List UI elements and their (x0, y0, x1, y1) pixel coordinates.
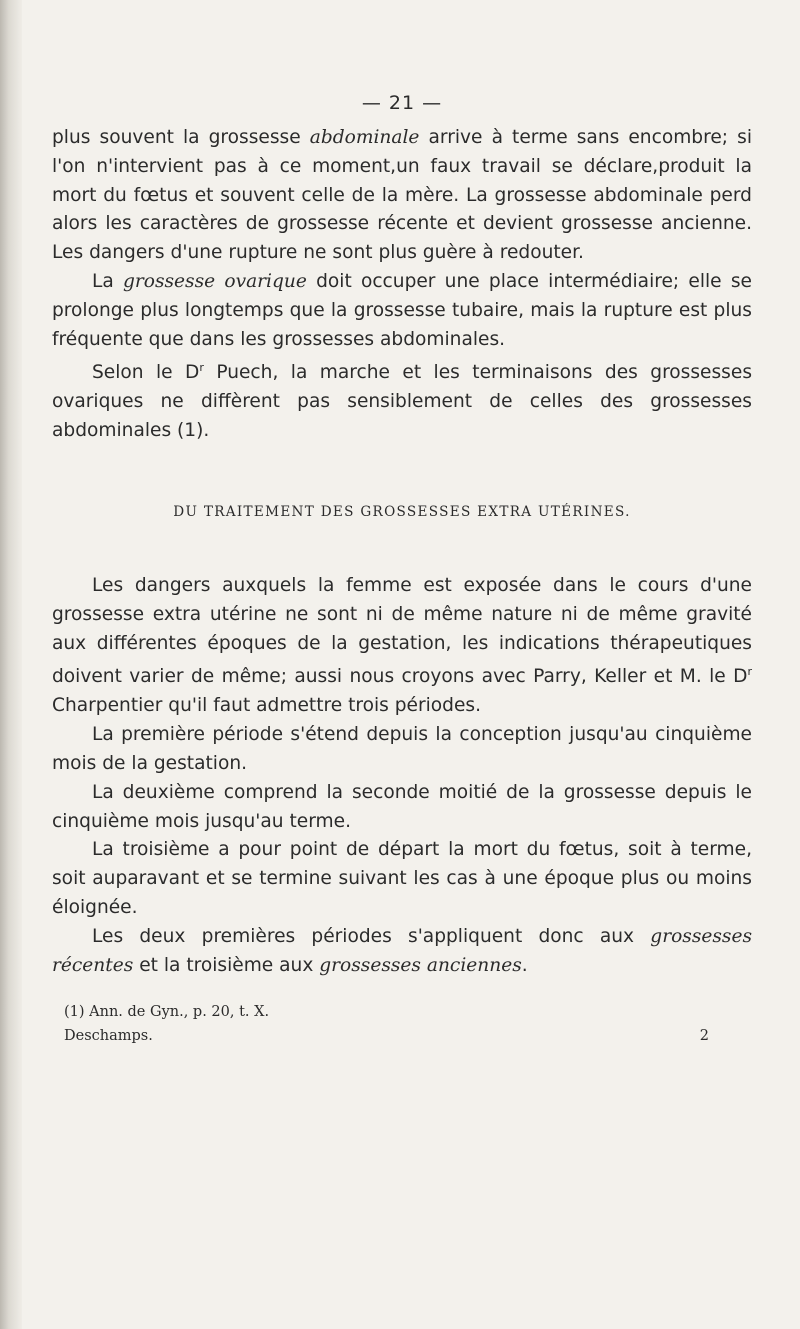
signature-mark: 2 (699, 1028, 709, 1045)
page-number: — 21 — (361, 92, 443, 114)
para1-emphasis: abdominale (309, 127, 420, 148)
para3-superscript: r (199, 361, 204, 375)
footnote-author: Deschamps. (64, 1028, 153, 1045)
para6-text: La deuxième comprend la seconde moitié de la grossesse depuis le cinquième mois jusqu'au terme. (52, 781, 752, 832)
para8-text: Les deux premières périodes s'appliquent donc aux (92, 925, 651, 947)
para2-rest: doit occuper une place intermédiaire; elle se prolonge plus longtemps que la grossesse tubaire, mais la rupture est plus fréquente que dans les grossesses abdominales. (52, 270, 752, 350)
footnote-citation: (1) Ann. de Gyn., p. 20, t. X. (64, 1004, 270, 1021)
para4-rest: Charpentier qu'il faut admettre trois périodes. (52, 695, 481, 717)
para2-emphasis: grossesse ovarique (122, 270, 307, 292)
book-page (52, 92, 752, 1048)
para8-end: . (521, 954, 528, 976)
section-heading: DU TRAITEMENT DES GROSSESSES EXTRA UTÉRINES. (173, 503, 631, 520)
paragraph-4 (52, 572, 752, 721)
para1-text: plus souvent la grossesse (52, 127, 310, 148)
paragraph-8 (52, 923, 752, 981)
para5-text: La première période s'étend depuis la conception jusqu'au cinquième mois de la gestation. (52, 724, 752, 774)
paragraph-2 (52, 268, 752, 354)
paragraph-6 (52, 779, 752, 837)
para7-text: La troisième a pour point de départ la mort du fœtus, soit à terme, soit auparavant et se termine suivant les cas à une époque plus ou moins éloignée. (52, 839, 752, 918)
paragraph-3 (52, 354, 752, 446)
para2-text: La (92, 270, 123, 292)
para1-rest: arrive à terme sans encombre; si l'on n'intervient pas à ce moment,un faux travail se déclare,produit la mort du fœtus et souvent celle de la mère. La grossesse abdominale perd alors les caractères de grossesse récente et devient grossesse ancienne. Les dangers d'une rupture ne sont plus guère à redouter. (52, 127, 752, 264)
para8-emphasis-2: grossesses anciennes (319, 954, 522, 976)
paragraph-7 (52, 836, 752, 922)
para3-text: Selon le D (92, 362, 200, 384)
paragraph-1 (52, 124, 752, 268)
para4-superscript: r (747, 665, 752, 679)
paragraph-5 (52, 721, 752, 779)
para8-emphasis-1: grossesses récentes (52, 925, 752, 976)
footnote-bottom-line (64, 1024, 709, 1048)
binding-edge (0, 0, 22, 1329)
footnote (52, 1000, 752, 1048)
para8-middle: et la troisième aux (133, 954, 320, 976)
para4-text: Les dangers auxquels la femme est exposée dans le cours d'une grossesse extra utérine ne sont ni de même nature ni de même gravité aux différentes époques de la gestation, les indications thérapeutiques doivent varier de même; aussi nous croyons avec Parry, Keller et M. le D (52, 574, 752, 688)
para3-rest: Puech, la marche et les terminaisons des grossesses ovariques ne diffèrent pas sensiblement de celles des grossesses abdominales (1). (52, 362, 753, 442)
